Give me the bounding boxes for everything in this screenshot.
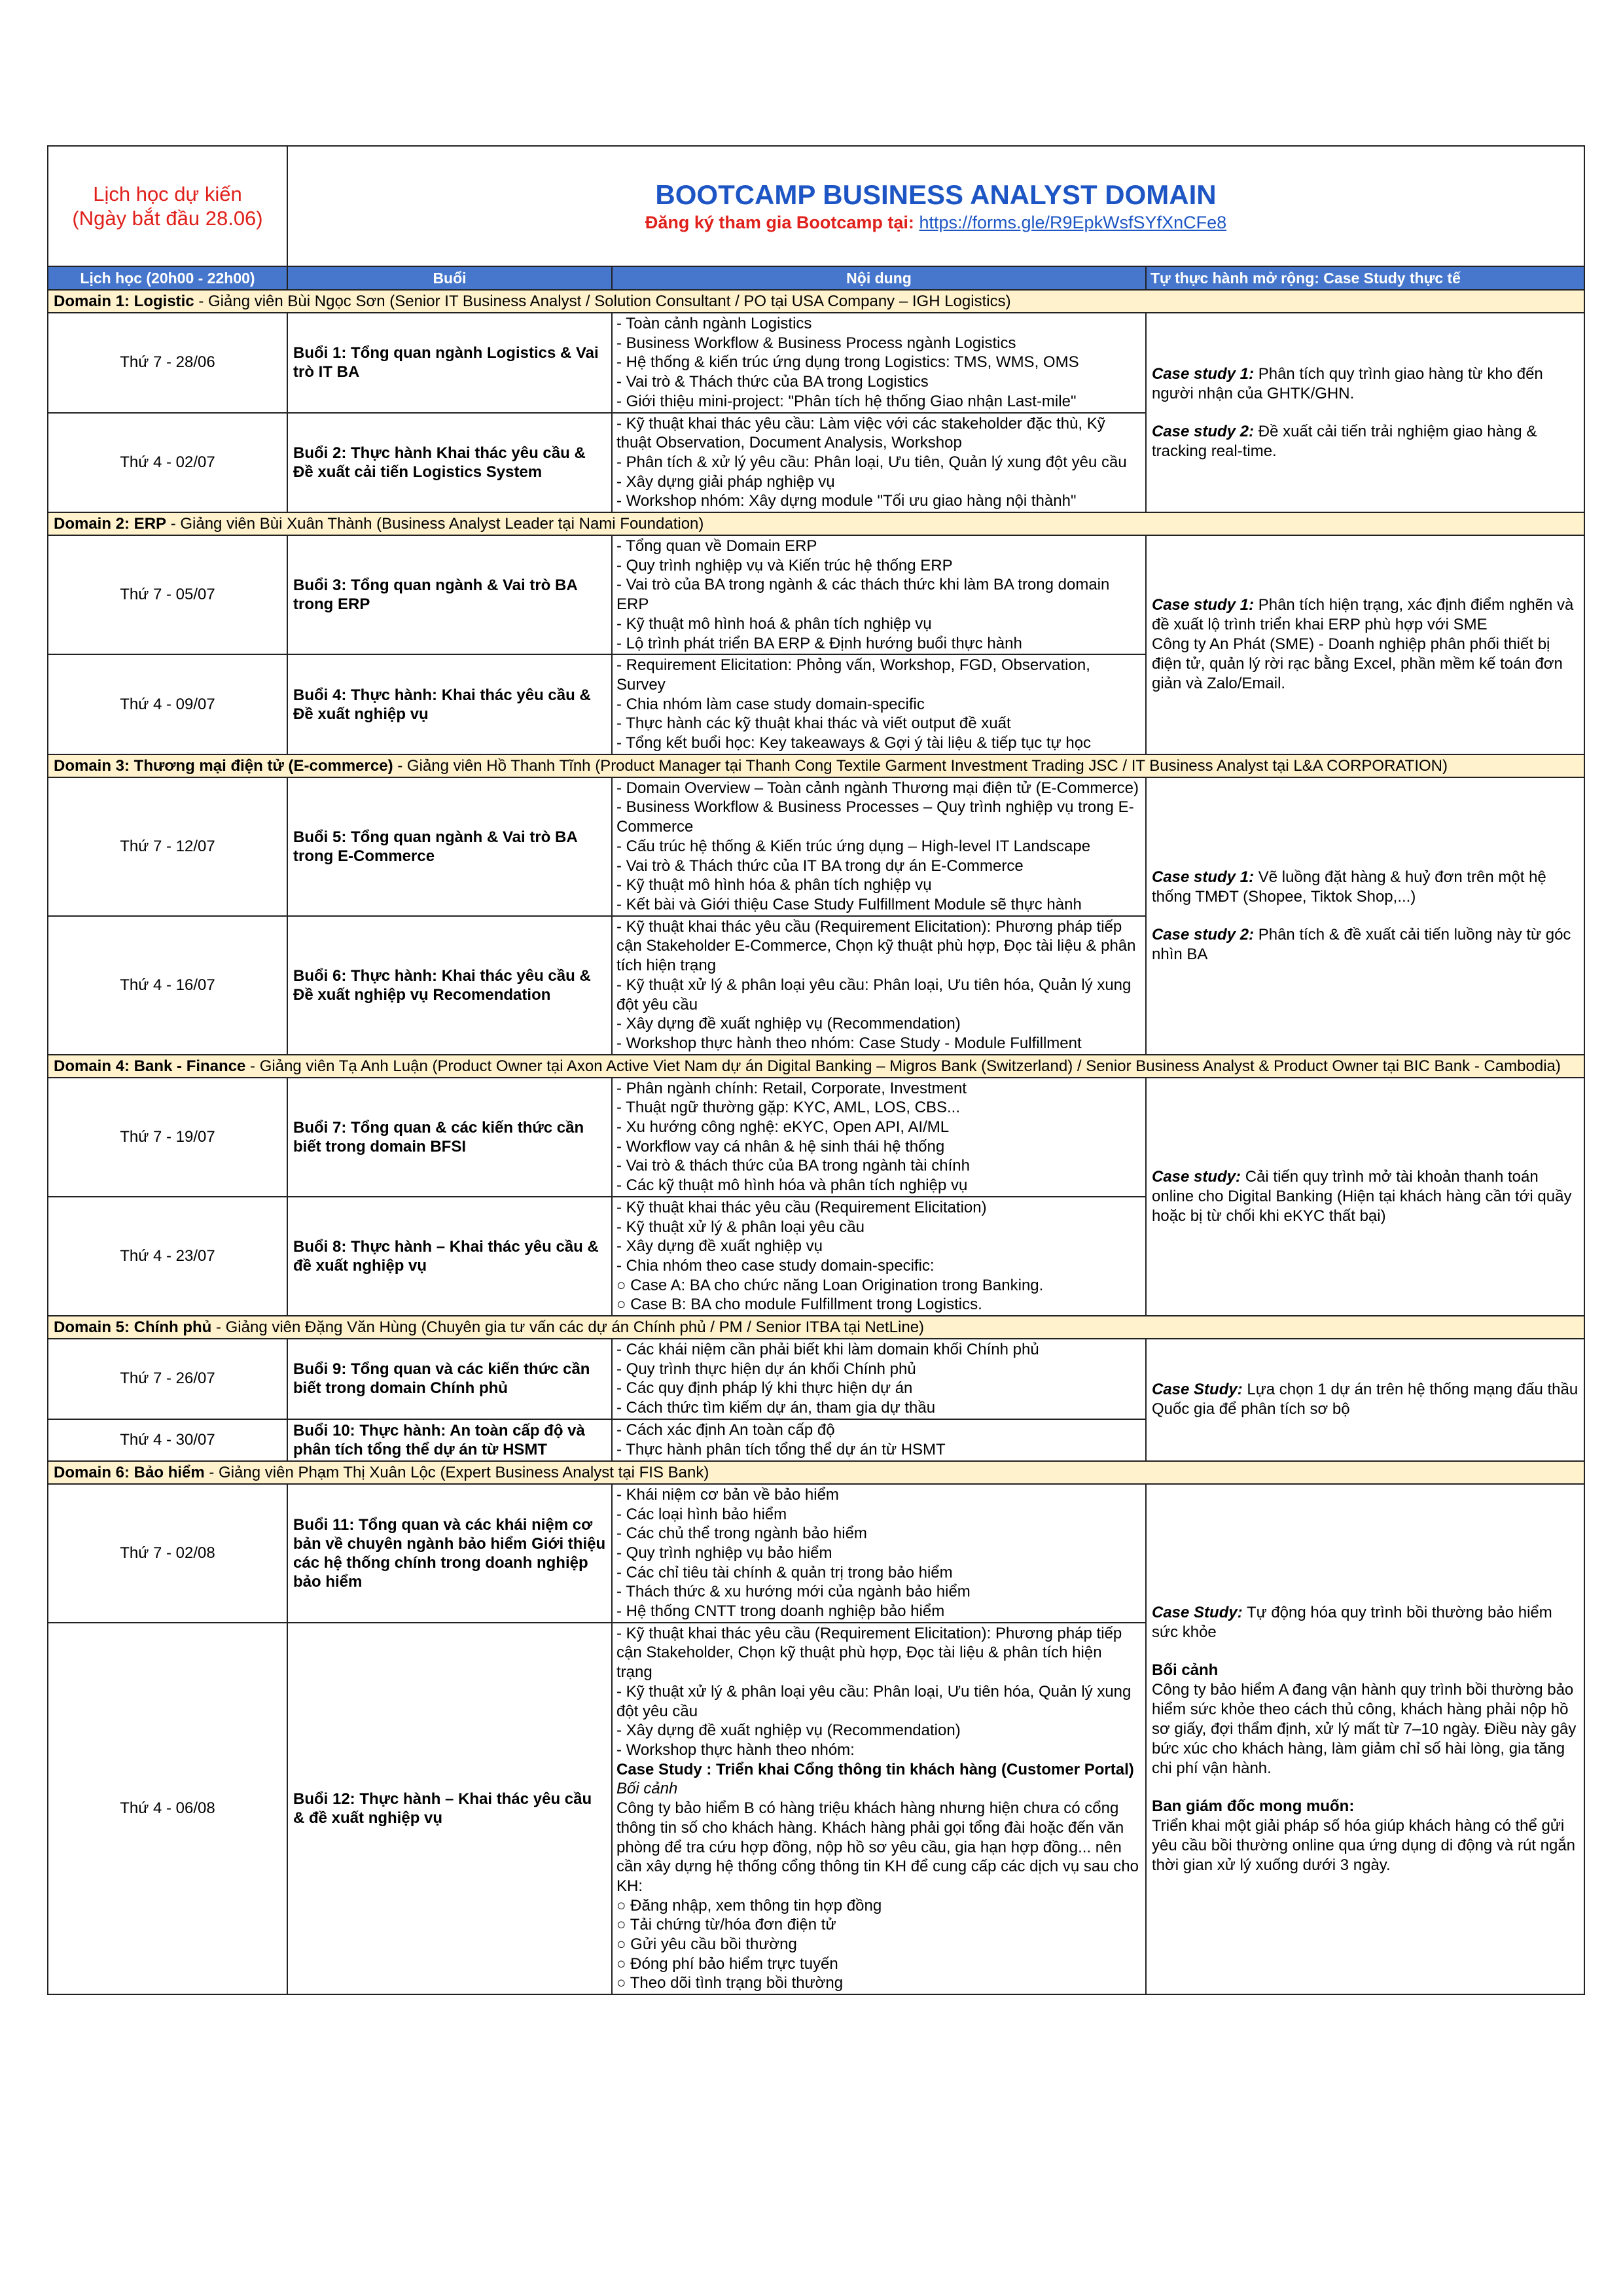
- content-line: - Giới thiệu mini-project: "Phân tích hệ thống Giao nhận Last-mile": [616, 392, 1077, 410]
- content-line: - Cách thức tìm kiếm dự án, tham gia dự thầu: [616, 1399, 936, 1417]
- domain-instructor: - Giảng viên Hồ Thanh Tĩnh (Product Manager tại Thanh Cong Textile Garment Investment Trading JSC / IT Business Analyst tại L&A CORPORATION): [393, 756, 1448, 775]
- case-label: Case study 1:: [1152, 364, 1255, 383]
- header-row: [48, 146, 1584, 266]
- content-line: - Kỹ thuật xử lý & phân loại yêu cầu: Phân loại, Ưu tiên hóa, Quản lý xung đột yêu cầu: [616, 976, 1132, 1014]
- session-date: Thứ 4 - 02/07: [48, 413, 287, 513]
- session-date: Thứ 4 - 09/07: [48, 654, 287, 754]
- session-content: [612, 1339, 1146, 1419]
- case-text: Tự động hóa quy trình bồi thường bảo hiểm sức khỏe: [1152, 1604, 1552, 1641]
- case-text: Lựa chọn 1 dự án trên hệ thống mạng đấu thầu Quốc gia để phân tích sơ bộ: [1152, 1381, 1578, 1419]
- case-label: Case Study:: [1152, 1604, 1243, 1621]
- case-text: Vẽ luồng đặt hàng & huỷ đơn trên một hệ thống TMĐT (Shopee, Tiktok Shop,...): [1152, 868, 1546, 906]
- content-line: - Domain Overview – Toàn cảnh ngành Thương mại điện tử (E-Commerce): [616, 779, 1139, 797]
- content-line: - Các kỹ thuật mô hình hóa và phân tích nghiệp vụ: [616, 1176, 968, 1195]
- content-line: - Chia nhóm theo case study domain-specific:: [616, 1256, 935, 1275]
- case-study-cell: [1146, 1484, 1584, 1994]
- session-row: [48, 535, 1584, 654]
- schedule-table: [47, 145, 1585, 1995]
- paragraph-gap: [1152, 1778, 1578, 1797]
- domain-header: [48, 1316, 1584, 1339]
- paragraph-gap: [1152, 907, 1578, 925]
- content-line: ○ Tải chứng từ/hóa đơn điện tử: [616, 1916, 836, 1934]
- content-line: - Hệ thống CNTT trong doanh nghiệp bảo hiểm: [616, 1602, 945, 1621]
- content-line: - Vai trò & Thách thức của IT BA trong dự án E-Commerce: [616, 857, 1024, 875]
- case-text: Triển khai một giải pháp số hóa giúp khách hàng có thể gửi yêu cầu bồi thường online qua ứng dụng di động và rút ngắn thời gian xử lý xuống dưới 3 ngày.: [1152, 1817, 1576, 1874]
- content-line: - Xây dựng đề xuất nghiệp vụ: [616, 1237, 823, 1256]
- domain-header: [48, 290, 1584, 313]
- content-line: - Workshop thực hành theo nhóm: Case Study - Module Fulfillment: [616, 1034, 1082, 1052]
- paragraph-gap: [1152, 1642, 1578, 1661]
- session-content: [612, 654, 1146, 754]
- case-text: Phân tích quy trình giao hàng từ kho đến người nhận của GHTK/GHN.: [1152, 364, 1543, 402]
- content-line: - Xây dựng đề xuất nghiệp vụ (Recommendation): [616, 1722, 961, 1740]
- content-line: - Kỹ thuật khai thác yêu cầu: Làm việc với các stakeholder đặc thù, Kỹ thuật Observation, Document Analysis, Workshop: [616, 414, 1105, 452]
- session-date: Thứ 7 - 19/07: [48, 1078, 287, 1197]
- case-text: Công ty An Phát (SME) - Doanh nghiệp phân phối thiết bị điện tử, quản lý rời rạc bằng Excel, phần mềm kế toán đơn giản và Zalo/Email.: [1152, 635, 1563, 693]
- content-line: Bối cảnh: [616, 1780, 678, 1798]
- content-line: - Các chỉ tiêu tài chính & quản trị trong bảo hiểm: [616, 1563, 953, 1581]
- case-paragraph: [1152, 1797, 1578, 1816]
- session-title: Buổi 2: Thực hành Khai thác yêu cầu & Đề xuất cải tiến Logistics System: [287, 413, 612, 513]
- content-line: - Kết bài và Giới thiệu Case Study Fulfillment Module sẽ thực hành: [616, 895, 1082, 913]
- content-line: - Vai trò & thách thức của BA trong ngành tài chính: [616, 1157, 970, 1175]
- session-date: Thứ 4 - 30/07: [48, 1419, 287, 1461]
- content-line: - Hệ thống & kiến trúc ứng dụng trong Logistics: TMS, WMS, OMS: [616, 353, 1079, 372]
- content-line: - Thách thức & xu hướng mới của ngành bảo hiểm: [616, 1583, 971, 1601]
- domain-name: Domain 1: Logistic: [54, 292, 194, 310]
- content-line: - Chia nhóm làm case study domain-specific: [616, 695, 925, 713]
- case-text: Đề xuất cải tiến trải nghiệm giao hàng & tracking real-time.: [1152, 422, 1537, 460]
- case-study-cell: [1146, 1339, 1584, 1461]
- content-line: - Kỹ thuật xử lý & phân loại yêu cầu: [616, 1218, 865, 1236]
- case-paragraph: [1152, 925, 1578, 964]
- session-content: [612, 313, 1146, 413]
- case-text: Cải tiến quy trình mở tài khoản thanh toán online cho Digital Banking (Hiện tại khách hàng cần tới quầy hoặc bị từ chối khi eKYC thất bại): [1152, 1167, 1572, 1225]
- case-label: Case study 2:: [1152, 422, 1255, 440]
- case-paragraph: [1152, 422, 1578, 461]
- session-title: Buổi 6: Thực hành: Khai thác yêu cầu & Đề xuất nghiệp vụ Recomendation: [287, 916, 612, 1055]
- session-content: [612, 1419, 1146, 1461]
- session-content: [612, 777, 1146, 916]
- page-title: BOOTCAMP BUSINESS ANALYST DOMAIN: [655, 179, 1217, 210]
- case-paragraph: [1152, 1680, 1578, 1778]
- domain-row: [48, 1461, 1584, 1484]
- content-line: ○ Đóng phí bảo hiểm trực tuyến: [616, 1954, 838, 1973]
- session-row: [48, 313, 1584, 413]
- session-date: Thứ 4 - 16/07: [48, 916, 287, 1055]
- case-paragraph: [1152, 1661, 1578, 1680]
- content-line: - Vai trò & Thách thức của BA trong Logistics: [616, 373, 929, 391]
- content-line: Công ty bảo hiểm B có hàng triệu khách hàng nhưng hiện chưa có cổng thông tin số cho khách hàng. Khách hàng phải gọi tổng đài hoặc đến văn phòng để tra cứu hợp đồng, nộp hồ sơ yêu cầu, gia hạn hợp đồng... nên cần xây dựng hệ thống cổng thông tin KH để cung cấp các dịch vụ sau cho KH:: [616, 1799, 1139, 1895]
- domain-row: [48, 1055, 1584, 1078]
- content-line: - Khái niệm cơ bản về bảo hiểm: [616, 1485, 839, 1504]
- content-line: - Workshop thực hành theo nhóm:: [616, 1741, 855, 1759]
- content-line: ○ Theo dõi tình trạng bồi thường: [616, 1974, 844, 1992]
- session-title: Buổi 11: Tổng quan và các khái niệm cơ bản về chuyên ngành bảo hiểm Giới thiệu các hệ thống chính trong doanh nghiệp bảo hiểm: [287, 1484, 612, 1623]
- content-line: - Các khái niệm cần phải biết khi làm domain khối Chính phủ: [616, 1341, 1039, 1359]
- content-line: ○ Case B: BA cho module Fulfillment trong Logistics.: [616, 1296, 982, 1314]
- case-study-cell: [1146, 313, 1584, 512]
- session-date: Thứ 7 - 28/06: [48, 313, 287, 413]
- content-line: - Workflow vay cá nhân & hệ sinh thái hệ thống: [616, 1137, 945, 1156]
- session-title: Buổi 4: Thực hành: Khai thác yêu cầu & Đề xuất nghiệp vụ: [287, 654, 612, 754]
- domain-header: [48, 754, 1584, 777]
- case-study-cell: [1146, 1078, 1584, 1316]
- case-label: Case study 1:: [1152, 868, 1255, 886]
- case-text: Công ty bảo hiểm A đang vận hành quy trình bồi thường bảo hiểm sức khỏe theo cách thủ công, khách hàng phải nộp hồ sơ giấy, đợi thẩm định, xử lý mất từ 7–10 ngày. Điều này gây bức xúc cho khách hàng, làm giảm chỉ số hài lòng, gia tăng chi phí vận hành.: [1152, 1681, 1577, 1777]
- content-line: - Phân ngành chính: Retail, Corporate, Investment: [616, 1079, 967, 1097]
- case-paragraph: [1152, 1167, 1578, 1226]
- content-line: - Xu hướng công nghệ: eKYC, Open API, AI/ML: [616, 1118, 950, 1137]
- case-label: Case study:: [1152, 1167, 1241, 1186]
- content-line: - Cách xác định An toàn cấp độ: [616, 1421, 835, 1439]
- case-paragraph: [1152, 868, 1578, 907]
- case-paragraph: [1152, 1380, 1578, 1419]
- schedule-sheet: [47, 145, 1584, 1995]
- column-header-row: [48, 266, 1584, 290]
- session-title: Buổi 10: Thực hành: An toàn cấp độ và phân tích tổng thể dự án từ HSMT: [287, 1419, 612, 1461]
- case-paragraph: [1152, 635, 1578, 694]
- domain-name: Domain 4: Bank - Finance: [54, 1057, 246, 1075]
- schedule-title: Lịch học dự kiến: [93, 183, 242, 205]
- case-label: Case study 1:: [1152, 596, 1255, 614]
- content-line: ○ Case A: BA cho chức năng Loan Origination trong Banking.: [616, 1276, 1044, 1294]
- schedule-start: (Ngày bắt đầu 28.06): [72, 207, 263, 230]
- session-title: Buổi 8: Thực hành – Khai thác yêu cầu & đề xuất nghiệp vụ: [287, 1197, 612, 1316]
- session-date: Thứ 7 - 02/08: [48, 1484, 287, 1623]
- col-case-study: Tự thực hành mở rộng: Case Study thực tế: [1146, 266, 1584, 290]
- title-cell: [287, 146, 1584, 266]
- content-line: - Kỹ thuật xử lý & phân loại yêu cầu: Phân loại, Ưu tiên hóa, Quản lý xung đột yêu cầu: [616, 1682, 1132, 1720]
- case-paragraph: [1152, 595, 1578, 635]
- case-text: Phân tích & đề xuất cải tiến luồng này từ góc nhìn BA: [1152, 925, 1571, 963]
- content-line: ○ Đăng nhập, xem thông tin hợp đồng: [616, 1896, 882, 1915]
- schedule-note: [48, 146, 287, 266]
- content-line: - Kỹ thuật mô hình hóa & phân tích nghiệp vụ: [616, 876, 932, 894]
- session-title: Buổi 12: Thực hành – Khai thác yêu cầu & đề xuất nghiệp vụ: [287, 1623, 612, 1994]
- session-content: [612, 1623, 1146, 1994]
- domain-row: [48, 512, 1584, 535]
- content-line: - Kỹ thuật khai thác yêu cầu (Requirement Elicitation): Phương pháp tiếp cận Stakeholder E-Commerce, Chọn kỹ thuật phù hợp, Đọc tài liệu & phân tích hiện trạng: [616, 917, 1136, 975]
- case-study-cell: [1146, 535, 1584, 754]
- content-line: - Xây dựng đề xuất nghiệp vụ (Recommendation): [616, 1015, 961, 1033]
- session-row: [48, 1484, 1584, 1623]
- content-line: - Cấu trúc hệ thống & Kiến trúc ứng dụng – High-level IT Landscape: [616, 837, 1091, 855]
- session-title: Buổi 5: Tổng quan ngành & Vai trò BA trong E-Commerce: [287, 777, 612, 916]
- domain-instructor: - Giảng viên Bùi Xuân Thành (Business Analyst Leader tại Nami Foundation): [166, 515, 704, 533]
- content-line: - Vai trò của BA trong ngành & các thách thức khi làm BA trong domain ERP: [616, 576, 1110, 614]
- case-study-cell: [1146, 777, 1584, 1055]
- content-line: Case Study : Triển khai Cổng thông tin khách hàng (Customer Portal): [616, 1760, 1134, 1778]
- col-schedule: Lịch học (20h00 - 22h00): [48, 266, 287, 290]
- domain-name: Domain 3: Thương mại điện tử (E-commerce): [54, 756, 393, 775]
- domain-row: [48, 290, 1584, 313]
- session-date: Thứ 4 - 23/07: [48, 1197, 287, 1316]
- content-line: - Lộ trình phát triển BA ERP & Định hướng buổi thực hành: [616, 634, 1022, 652]
- content-line: - Xây dựng giải pháp nghiệp vụ: [616, 472, 835, 491]
- session-row: [48, 1339, 1584, 1419]
- case-paragraph: [1152, 364, 1578, 404]
- content-line: ○ Gửi yêu cầu bồi thường: [616, 1935, 797, 1954]
- case-label: Bối cảnh: [1152, 1661, 1219, 1679]
- session-content: [612, 916, 1146, 1055]
- content-line: - Workshop nhóm: Xây dựng module "Tối ưu giao hàng nội thành": [616, 492, 1077, 510]
- case-label: Case study 2:: [1152, 925, 1255, 944]
- session-title: Buổi 7: Tổng quan & các kiến thức cần biết trong domain BFSI: [287, 1078, 612, 1197]
- content-line: - Tổng quan về Domain ERP: [616, 537, 817, 556]
- domain-header: [48, 1055, 1584, 1078]
- case-paragraph: [1152, 1816, 1578, 1875]
- content-line: - Các chủ thể trong ngành bảo hiểm: [616, 1525, 867, 1543]
- content-line: - Các quy định pháp lý khi thực hiện dự án: [616, 1379, 913, 1398]
- content-line: - Business Workflow & Business Process ngành Logistics: [616, 334, 1016, 352]
- domain-row: [48, 1316, 1584, 1339]
- content-line: - Kỹ thuật khai thác yêu cầu (Requirement Elicitation): Phương pháp tiếp cận Stakeholder, Chọn kỹ thuật phù hợp, Đọc tài liệu & phân tích hiện trạng: [616, 1624, 1122, 1682]
- domain-row: [48, 754, 1584, 777]
- domain-instructor: - Giảng viên Tạ Anh Luận (Product Owner tại Axon Active Viet Nam dự án Digital Banking – Migros Bank (Switzerland) / Senior Business Analyst & Product Owner tại BIC Bank - Cambodia): [245, 1057, 1561, 1075]
- session-content: [612, 535, 1146, 654]
- content-line: - Toàn cảnh ngành Logistics: [616, 315, 812, 332]
- content-line: - Thực hành các kỹ thuật khai thác và viết output đề xuất: [616, 715, 1011, 733]
- content-line: - Quy trình nghiệp vụ bảo hiểm: [616, 1544, 832, 1562]
- domain-header: [48, 512, 1584, 535]
- session-content: [612, 1484, 1146, 1623]
- register-label: Đăng ký tham gia Bootcamp tại:: [645, 213, 914, 232]
- domain-name: Domain 5: Chính phủ: [54, 1318, 212, 1337]
- session-title: Buổi 3: Tổng quan ngành & Vai trò BA trong ERP: [287, 535, 612, 654]
- domain-header: [48, 1461, 1584, 1484]
- session-date: Thứ 7 - 05/07: [48, 535, 287, 654]
- paragraph-gap: [1152, 404, 1578, 422]
- case-label: Ban giám đốc mong muốn:: [1152, 1797, 1355, 1815]
- session-content: [612, 413, 1146, 513]
- register-line: [289, 211, 1583, 234]
- content-line: - Requirement Elicitation: Phỏng vấn, Workshop, FGD, Observation, Survey: [616, 656, 1090, 694]
- session-content: [612, 1197, 1146, 1316]
- session-content: [612, 1078, 1146, 1197]
- session-date: Thứ 4 - 06/08: [48, 1623, 287, 1994]
- case-text: Phân tích hiện trạng, xác định điểm nghẽn và đề xuất lộ trình triển khai ERP phù hợp với SME: [1152, 596, 1574, 634]
- domain-instructor: - Giảng viên Phạm Thị Xuân Lộc (Expert Business Analyst tại FIS Bank): [204, 1463, 709, 1481]
- content-line: - Kỹ thuật mô hình hoá & phân tích nghiệp vụ: [616, 614, 932, 633]
- content-line: - Thực hành phân tích tổng thể dự án từ HSMT: [616, 1440, 946, 1458]
- col-session: Buổi: [287, 266, 612, 290]
- session-row: [48, 1078, 1584, 1197]
- domain-instructor: - Giảng viên Bùi Ngọc Sơn (Senior IT Business Analyst / Solution Consultant / PO tại USA Company – IGH Logistics): [194, 292, 1011, 310]
- content-line: - Các loại hình bảo hiểm: [616, 1505, 787, 1523]
- content-line: - Thuật ngữ thường gặp: KYC, AML, LOS, CBS...: [616, 1099, 961, 1117]
- session-title: Buổi 9: Tổng quan và các kiến thức cần biết trong domain Chính phủ: [287, 1339, 612, 1419]
- domain-name: Domain 2: ERP: [54, 515, 167, 533]
- register-link[interactable]: https://forms.gle/R9EpkWsfSYfXnCFe8: [919, 213, 1227, 232]
- col-content: Nội dung: [612, 266, 1146, 290]
- content-line: - Business Workflow & Business Processes – Quy trình nghiệp vụ trong E-Commerce: [616, 798, 1134, 836]
- case-paragraph: [1152, 1603, 1578, 1642]
- session-row: [48, 777, 1584, 916]
- content-line: - Phân tích & xử lý yêu cầu: Phân loại, Ưu tiên, Quản lý xung đột yêu cầu: [616, 453, 1127, 471]
- content-line: - Quy trình nghiệp vụ và Kiến trúc hệ thống ERP: [616, 556, 953, 574]
- session-title: Buổi 1: Tổng quan ngành Logistics & Vai trò IT BA: [287, 313, 612, 413]
- case-label: Case Study:: [1152, 1381, 1243, 1399]
- domain-name: Domain 6: Bảo hiểm: [54, 1463, 205, 1481]
- session-date: Thứ 7 - 12/07: [48, 777, 287, 916]
- content-line: - Kỹ thuật khai thác yêu cầu (Requirement Elicitation): [616, 1198, 987, 1216]
- session-date: Thứ 7 - 26/07: [48, 1339, 287, 1419]
- content-line: - Quy trình thực hiện dự án khối Chính phủ: [616, 1360, 916, 1378]
- content-line: - Tổng kết buổi học: Key takeaways & Gợi ý tài liệu & tiếp tục tự học: [616, 734, 1092, 752]
- domain-instructor: - Giảng viên Đặng Văn Hùng (Chuyên gia tư vấn các dự án Chính phủ / PM / Senior ITBA tại NetLine): [211, 1318, 925, 1337]
